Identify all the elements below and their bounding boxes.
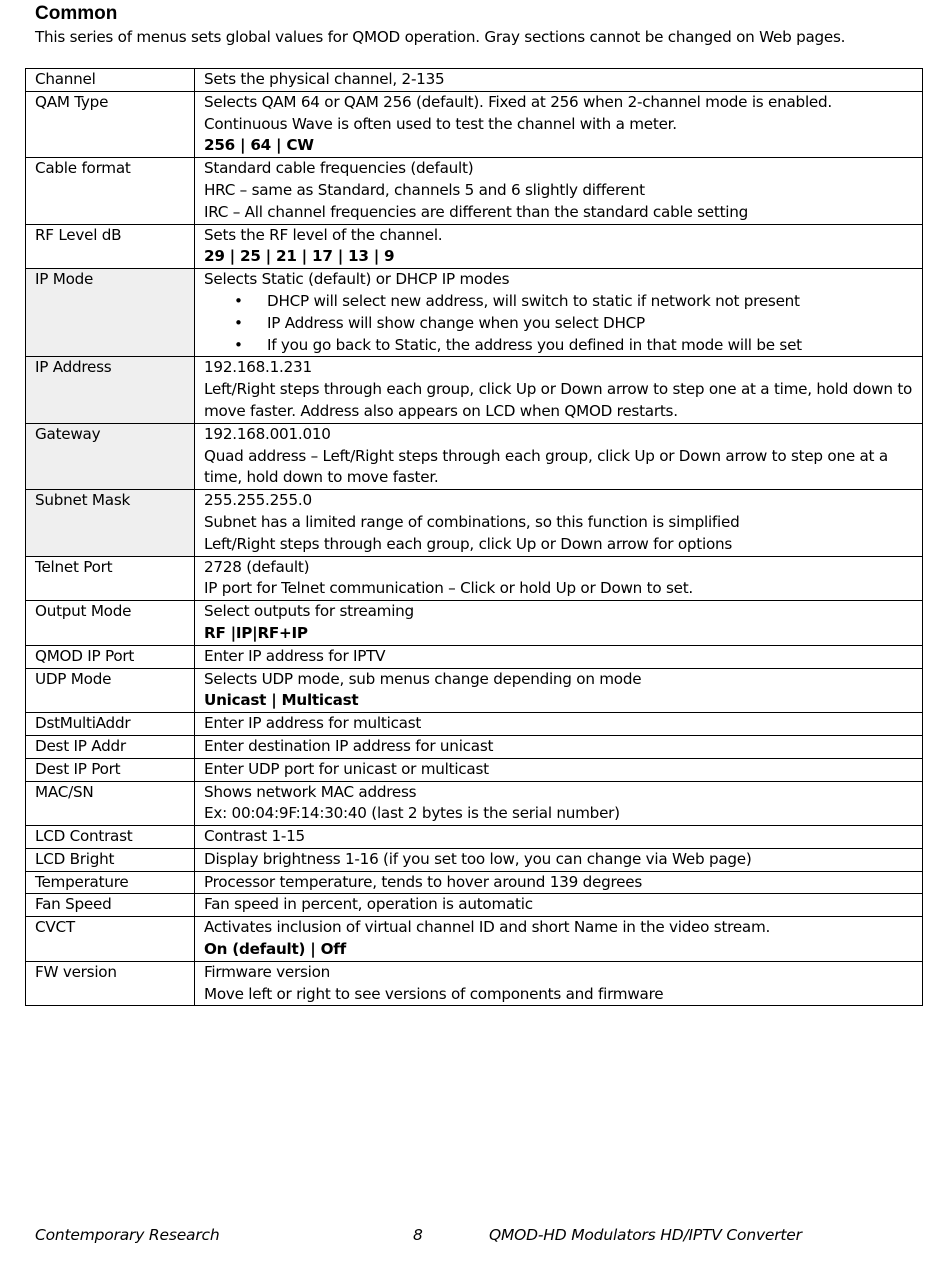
settings-table (25, 68, 923, 1006)
setting-description (195, 826, 923, 849)
setting-description (195, 917, 923, 962)
setting-name: LCD Bright (26, 848, 195, 871)
setting-description (195, 848, 923, 871)
setting-name: Dest IP Addr (26, 735, 195, 758)
table-row (26, 423, 923, 489)
setting-description (195, 357, 923, 423)
table-row (26, 224, 923, 269)
setting-description (195, 961, 923, 1006)
description-line: 255.255.255.0 (204, 491, 312, 510)
description-line: Firmware version (204, 962, 331, 981)
footer-company: Contemporary Research (35, 1226, 220, 1244)
description-line: Enter destination IP address for unicast (204, 736, 494, 755)
table-row (26, 758, 923, 781)
description-line: Enter UDP port for unicast or multicast (204, 759, 489, 778)
setting-description (195, 556, 923, 601)
footer-product: QMOD-HD Modulators HD/IPTV Converter (489, 1226, 802, 1244)
setting-options: 256 | 64 | CW (204, 136, 314, 155)
table-row (26, 269, 923, 357)
settings-table-body (26, 69, 923, 1006)
setting-name: CVCT (26, 917, 195, 962)
table-row (26, 91, 923, 157)
setting-name: Cable format (26, 158, 195, 224)
setting-name: Output Mode (26, 601, 195, 646)
description-line: Fan speed in percent, operation is automatic (204, 895, 533, 914)
description-line: Sets the RF level of the channel. (204, 225, 443, 244)
table-row (26, 713, 923, 736)
setting-name: QAM Type (26, 91, 195, 157)
section-title: Common (35, 3, 118, 24)
table-row (26, 894, 923, 917)
description-line: Selects UDP mode, sub menus change depending on mode (204, 669, 642, 688)
table-row (26, 917, 923, 962)
setting-options: RF |IP|RF+IP (204, 623, 308, 642)
setting-name: Channel (26, 69, 195, 92)
table-row (26, 871, 923, 894)
table-row (26, 158, 923, 224)
setting-name: UDP Mode (26, 668, 195, 713)
setting-description (195, 224, 923, 269)
table-row (26, 490, 923, 556)
description-line: Subnet has a limited range of combinations, so this function is simplified (204, 512, 740, 531)
setting-description (195, 490, 923, 556)
description-line: Contrast 1-15 (204, 827, 305, 846)
description-line: 2728 (default) (204, 557, 310, 576)
setting-description (195, 758, 923, 781)
description-line: Sets the physical channel, 2-135 (204, 70, 445, 88)
setting-name: IP Address (26, 357, 195, 423)
setting-description (195, 269, 923, 357)
table-row (26, 848, 923, 871)
setting-name: Temperature (26, 871, 195, 894)
description-line: IP port for Telnet communication – Click or hold Up or Down to set. (204, 579, 694, 598)
table-row (26, 601, 923, 646)
setting-name: IP Mode (26, 269, 195, 357)
table-row (26, 668, 923, 713)
footer-page-number: 8 (413, 1226, 423, 1244)
setting-name: QMOD IP Port (26, 645, 195, 668)
description-line: Selects Static (default) or DHCP IP modes (204, 270, 510, 289)
bullet-list (204, 291, 914, 356)
setting-description (195, 781, 923, 826)
description-line: Move left or right to see versions of components and firmware (204, 984, 664, 1003)
description-line: Left/Right steps through each group, click Up or Down arrow for options (204, 534, 733, 553)
description-line: Quad address – Left/Right steps through each group, click Up or Down arrow to step one at a time, hold down to move faster. (204, 446, 888, 487)
setting-name: Gateway (26, 423, 195, 489)
table-row (26, 735, 923, 758)
description-line: 192.168.1.231 (204, 358, 312, 377)
setting-name: LCD Contrast (26, 826, 195, 849)
description-line: HRC – same as Standard, channels 5 and 6 slightly different (204, 180, 645, 199)
setting-description (195, 713, 923, 736)
description-line: Selects QAM 64 or QAM 256 (default). Fixed at 256 when 2-channel mode is enabled. Continuous Wave is often used to test the channel with a meter. (204, 92, 832, 133)
description-line: Enter IP address for IPTV (204, 646, 386, 665)
description-line: Ex: 00:04:9F:14:30:40 (last 2 bytes is the serial number) (204, 804, 620, 823)
bullet-item: • DHCP will select new address, will switch to static if network not present (204, 291, 914, 313)
setting-name: Dest IP Port (26, 758, 195, 781)
setting-name: RF Level dB (26, 224, 195, 269)
setting-description (195, 894, 923, 917)
table-row (26, 645, 923, 668)
setting-options: 29 | 25 | 21 | 17 | 13 | 9 (204, 247, 395, 266)
description-line: Enter IP address for multicast (204, 714, 422, 733)
description-line: Select outputs for streaming (204, 602, 414, 621)
setting-description (195, 668, 923, 713)
bullet-item: • If you go back to Static, the address you defined in that mode will be set (204, 335, 914, 357)
setting-options: On (default) | Off (204, 940, 346, 959)
setting-name: MAC/SN (26, 781, 195, 826)
table-row (26, 69, 923, 92)
bullet-item: • IP Address will show change when you select DHCP (204, 313, 914, 335)
table-row (26, 961, 923, 1006)
setting-description (195, 601, 923, 646)
setting-description (195, 423, 923, 489)
description-line: Display brightness 1-16 (if you set too low, you can change via Web page) (204, 849, 752, 868)
setting-name: FW version (26, 961, 195, 1006)
description-line: Shows network MAC address (204, 782, 417, 801)
setting-options: Unicast | Multicast (204, 691, 359, 710)
table-row (26, 357, 923, 423)
description-line: Left/Right steps through each group, click Up or Down arrow to step one at a time, hold down to move faster. Address also appears on LCD when QMOD restarts. (204, 380, 913, 420)
description-line: Standard cable frequencies (default) (204, 159, 474, 178)
setting-name: Subnet Mask (26, 490, 195, 556)
setting-name: Telnet Port (26, 556, 195, 601)
section-intro: This series of menus sets global values for QMOD operation. Gray sections cannot be changed on Web pages. (35, 28, 846, 46)
table-row (26, 556, 923, 601)
setting-name: Fan Speed (26, 894, 195, 917)
setting-description (195, 158, 923, 224)
setting-description (195, 91, 923, 157)
description-line: IRC – All channel frequencies are different than the standard cable setting (204, 202, 749, 221)
description-line: Activates inclusion of virtual channel ID and short Name in the video stream. (204, 918, 771, 937)
setting-description (195, 735, 923, 758)
description-line: 192.168.001.010 (204, 424, 331, 443)
setting-description (195, 645, 923, 668)
table-row (26, 826, 923, 849)
table-row (26, 781, 923, 826)
description-line: Processor temperature, tends to hover around 139 degrees (204, 872, 642, 891)
setting-description (195, 69, 923, 92)
setting-description (195, 871, 923, 894)
setting-name: DstMultiAddr (26, 713, 195, 736)
